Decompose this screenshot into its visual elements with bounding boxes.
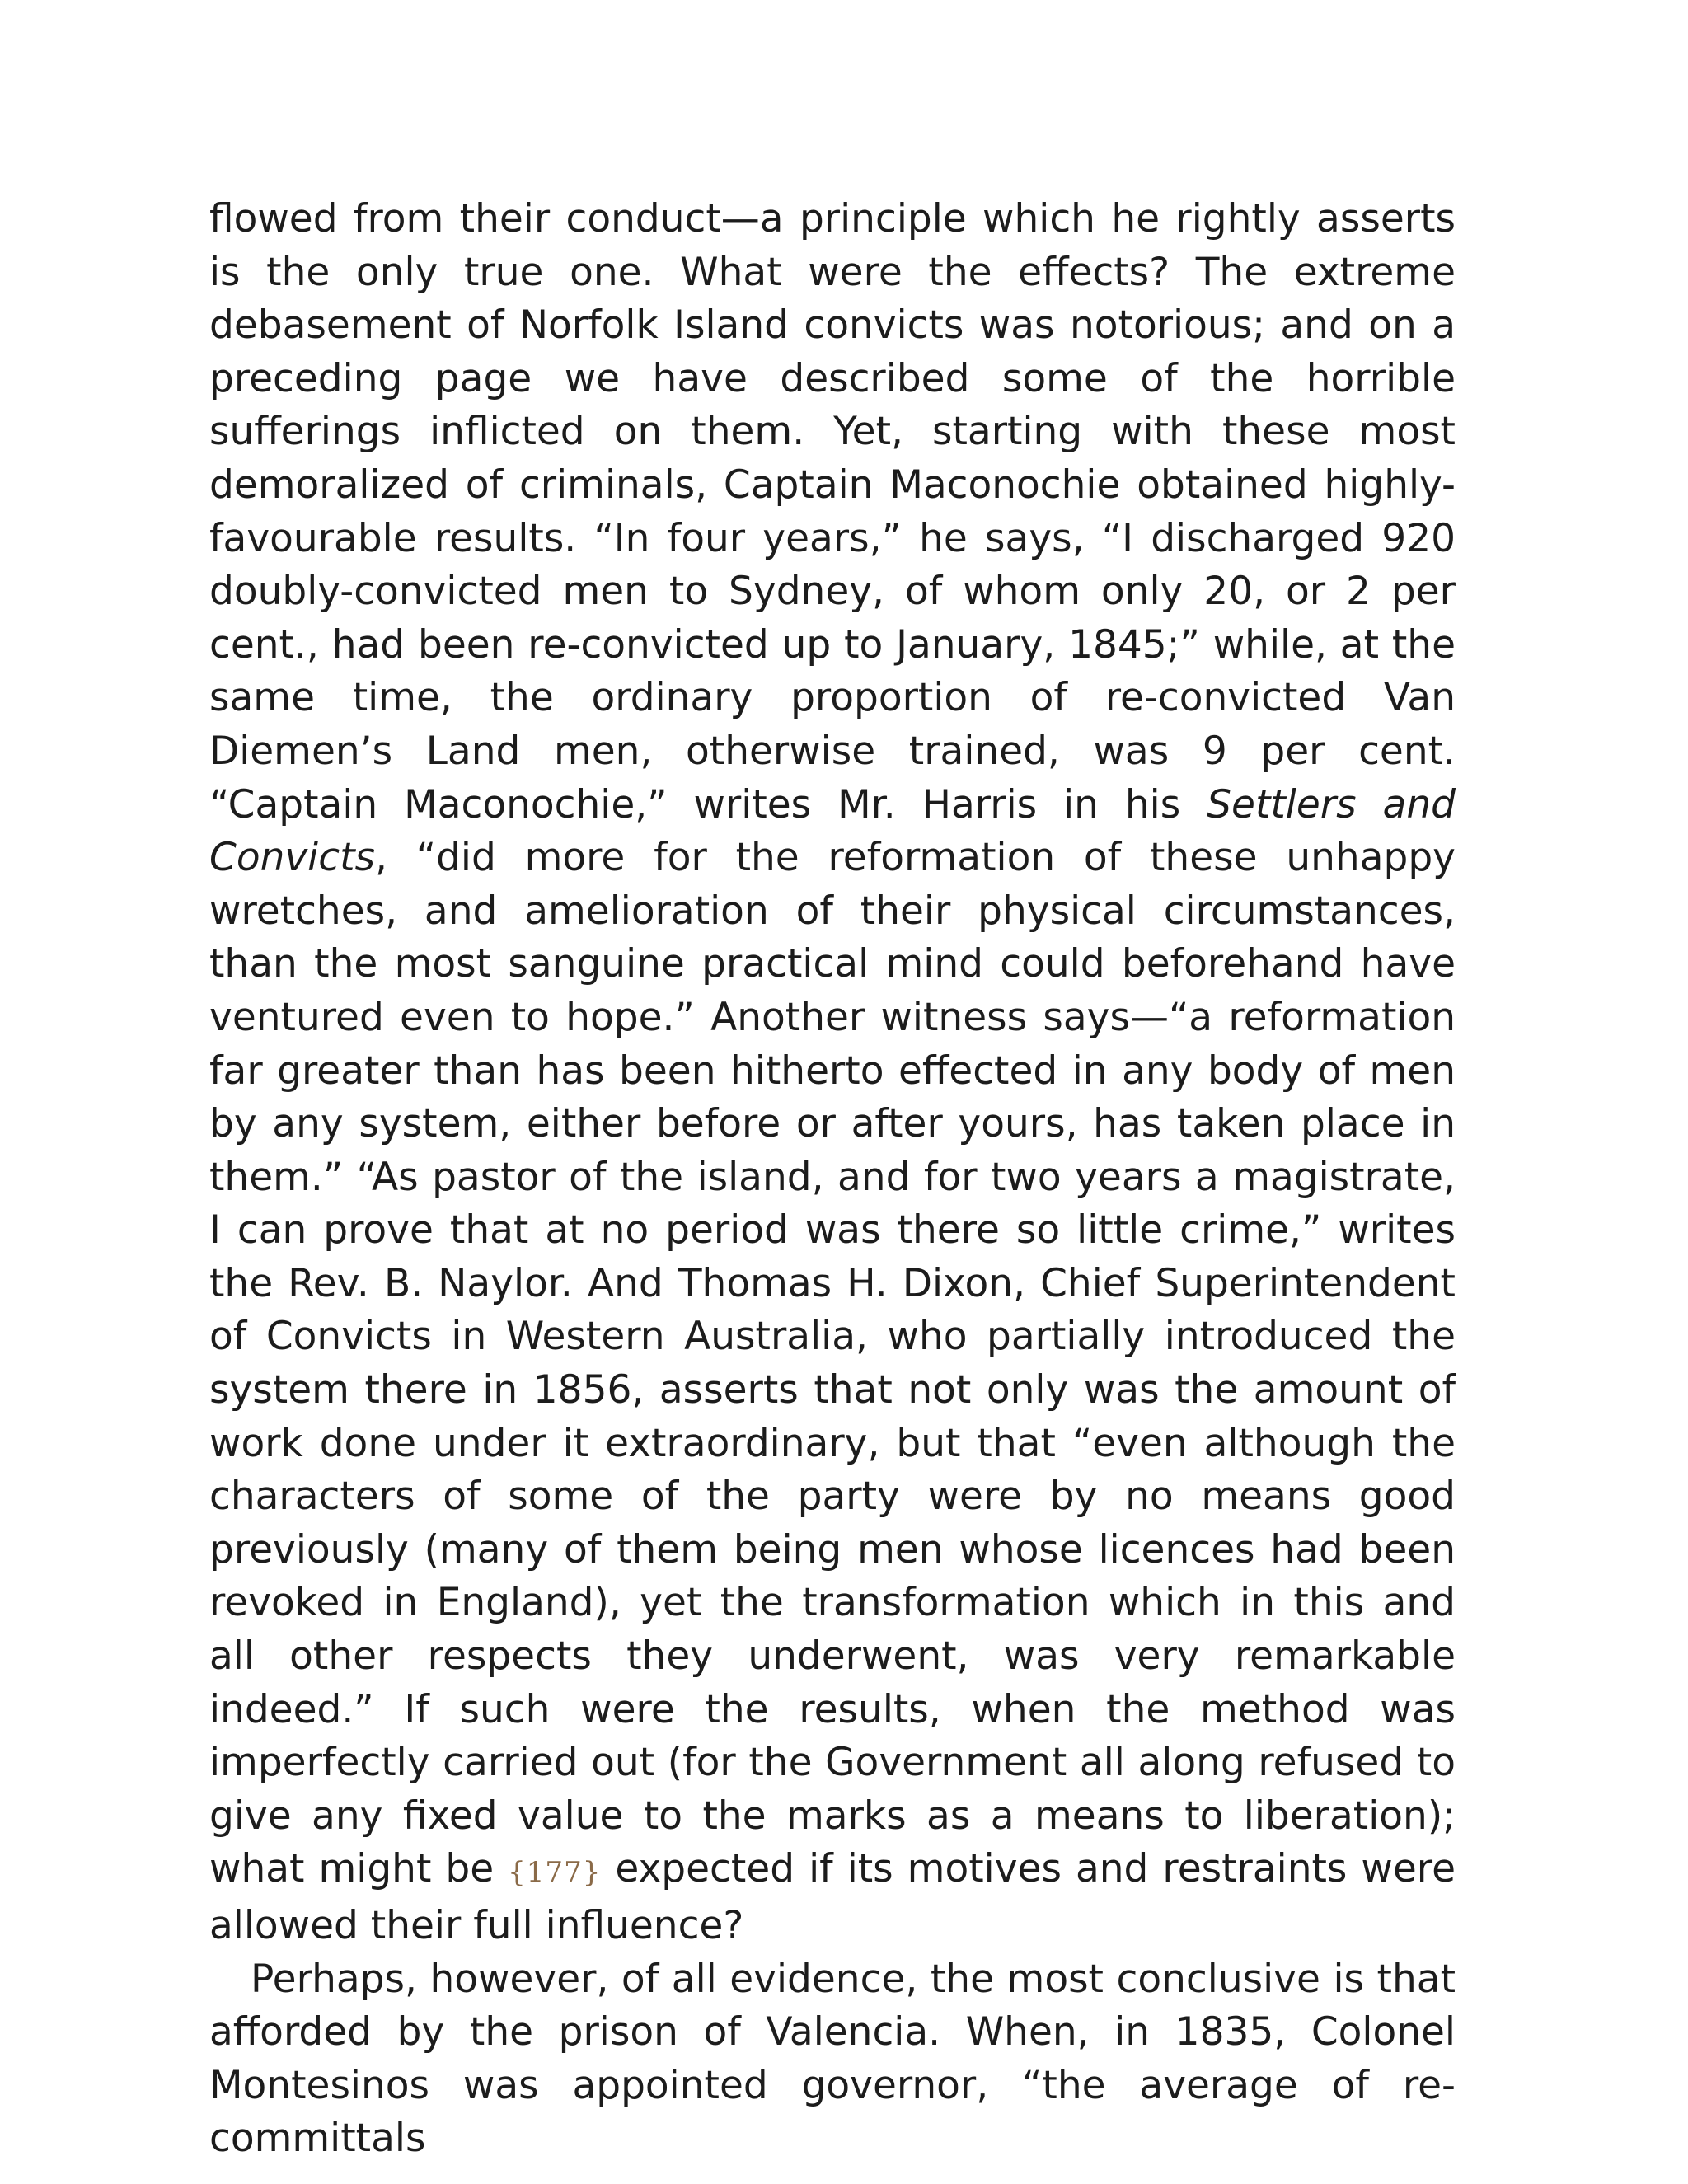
paragraph-1-text-b: , “did more for the reformation of these unhappy wretches, and amelioration of their physical circumstances, than the most sanguine practical mind could beforehand have ventured even to hope.” Another witness says—“a reformation far greater than has been hitherto effected in any body of men by any system, either before or after yours, has taken place in them.” “As pastor of the island, and for two years a magistrate, I can prove that at no period was there so little crime,” writes the Rev. B. Naylor. And Thomas H. Dixon, Chief Superintendent of Convicts in Western Australia, who partially introduced the system there in 1856, asserts that not only was the amount of work done under it extraordinary, but that “even although the characters of some of the party were by no means good previously (many of them being men whose licences had been revoked in England), yet the transformation which in this and all other respects they underwent, was very remarkable indeed.” If such were the results, when the method was imperfectly carried out (for the Government all along refused to give any fixed value to the marks as a means to liberation); what might be — [209, 835, 1456, 1892]
paragraph-1 — [209, 193, 1456, 1953]
paragraph-1-text-a: flowed from their conduct—a principle which he rightly asserts is the only true one. What were the effects? The extreme debasement of Norfolk Island convicts was notorious; and on a preceding page we have described some of the horrible sufferings inflicted on them. Yet, starting with these most demoralized of criminals, Captain Maconochie obtained highly-favourable results. “In four years,” he says, “I discharged 920 doubly-convicted men to Sydney, of whom only 20, or 2 per cent., had been re-convicted up to January, 1845;” while, at the same time, the ordinary proportion of re-convicted Van Diemen’s Land men, otherwise trained, was 9 per cent. “Captain Maconochie,” writes Mr. Harris in his — [209, 196, 1456, 827]
page-number-marker[interactable]: {177} — [508, 1856, 602, 1890]
book-title: Settlers and Convicts — [209, 781, 1456, 881]
paragraph-1-text-c: expected if its motives and restraints were allowed their full influence? — [209, 1846, 1456, 1948]
paragraph-2: Perhaps, however, of all evidence, the most conclusive is that afforded by the prison of Valencia. When, in 1835, Colonel Montesinos was appointed governor, “the average of re-committals — [209, 1956, 1456, 2162]
document-body — [209, 193, 1456, 2166]
